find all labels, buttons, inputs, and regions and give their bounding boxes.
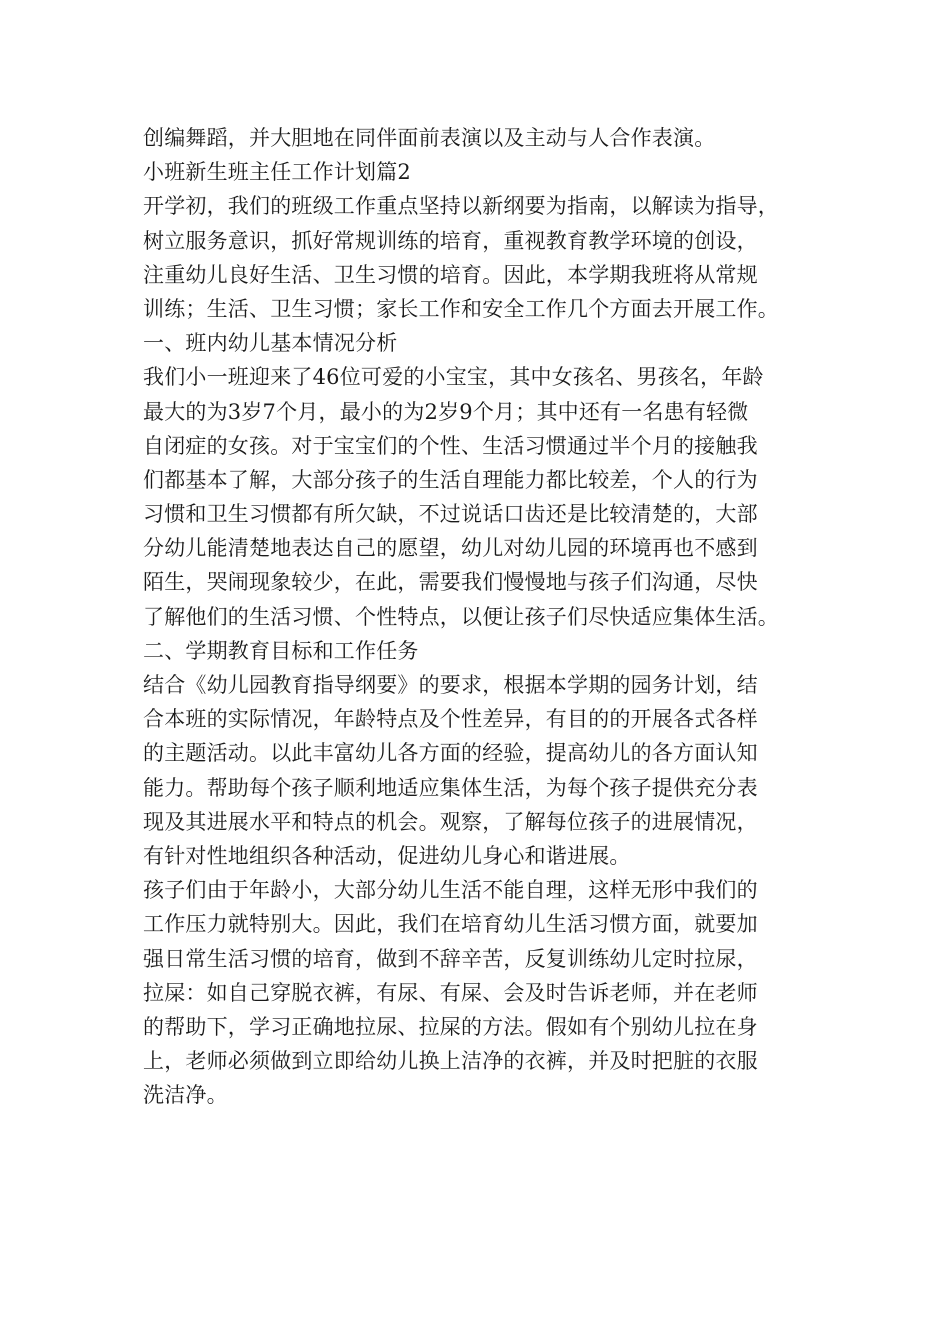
text-line: 能力。帮助每个孩子顺利地适应集体生活，为每个孩子提供充分表 bbox=[143, 775, 758, 800]
text-line: 陌生，哭闹现象较少，在此，需要我们慢慢地与孩子们沟通，尽快 bbox=[143, 570, 758, 595]
text-line: 洗洁净。 bbox=[143, 1083, 228, 1108]
text-line: 上，老师必须做到立即给幼儿换上洁净的衣裤，并及时把脏的衣服 bbox=[143, 1049, 758, 1074]
text-line: 训练；生活、卫生习惯；家长工作和安全工作几个方面去开展工作。 bbox=[143, 296, 779, 321]
section-title bbox=[143, 155, 833, 189]
heading-class-analysis bbox=[143, 326, 833, 360]
text-line: 创编舞蹈，并大胆地在同伴面前表演以及主动与人合作表演。 bbox=[143, 126, 716, 150]
text-line: 注重幼儿良好生活、卫生习惯的培育。因此，本学期我班将从常规 bbox=[143, 262, 758, 287]
paragraph-habits bbox=[143, 873, 833, 1112]
text-line: 有针对性地组织各种活动，促进幼儿身心和谐进展。 bbox=[143, 843, 631, 868]
text-line: 合本班的实际情况，年龄特点及个性差异，有目的的开展各式各样 bbox=[143, 707, 758, 732]
text-line: 拉屎：如自己穿脱衣裤，有尿、有屎、会及时告诉老师，并在老师 bbox=[143, 980, 758, 1005]
text-line: 自闭症的女孩。对于宝宝们的个性、生活习惯通过半个月的接触我 bbox=[143, 433, 758, 458]
text-line: 的帮助下，学习正确地拉尿、拉屎的方法。假如有个别幼儿拉在身 bbox=[143, 1014, 758, 1039]
text-line: 树立服务意识，抓好常规训练的培育，重视教育教学环境的创设， bbox=[143, 228, 758, 253]
text-line: 们都基本了解，大部分孩子的生活自理能力都比较差，个人的行为 bbox=[143, 467, 758, 492]
heading-goals bbox=[143, 634, 833, 668]
text-line: 了解他们的生活习惯、个性特点，以便让孩子们尽快适应集体生活。 bbox=[143, 604, 779, 629]
paragraph-class-analysis bbox=[143, 360, 833, 634]
text-line: 强日常生活习惯的培育，做到不辞辛苦，反复训练幼儿定时拉尿， bbox=[143, 946, 758, 971]
document-body bbox=[143, 121, 833, 1112]
text-line: 孩子们由于年龄小，大部分幼儿生活不能自理，这样无形中我们的 bbox=[143, 878, 758, 903]
text-line: 最大的为3岁7个月，最小的为2岁9个月；其中还有一名患有轻微 bbox=[143, 399, 749, 424]
text-line: 习惯和卫生习惯都有所欠缺，不过说话口齿还是比较清楚的，大部 bbox=[143, 502, 758, 527]
text-line: 工作压力就特别大。因此，我们在培育幼儿生活习惯方面，就要加 bbox=[143, 912, 758, 937]
paragraph-intro bbox=[143, 189, 833, 326]
heading-text: 二、学期教育目标和工作任务 bbox=[143, 638, 419, 663]
paragraph-goals bbox=[143, 668, 833, 873]
text-line: 现及其进展水平和特点的机会。观察，了解每位孩子的进展情况， bbox=[143, 809, 758, 834]
text-line: 的主题活动。以此丰富幼儿各方面的经验，提高幼儿的各方面认知 bbox=[143, 741, 758, 766]
heading-text: 一、班内幼儿基本情况分析 bbox=[143, 331, 398, 356]
text-line: 开学初，我们的班级工作重点坚持以新纲要为指南，以解读为指导， bbox=[143, 194, 779, 219]
text-line: 结合《幼儿园教育指导纲要》的要求，根据本学期的园务计划，结 bbox=[143, 673, 758, 697]
heading-text: 小班新生班主任工作计划篇2 bbox=[143, 160, 411, 185]
text-line: 我们小一班迎来了46位可爱的小宝宝，其中女孩名、男孩名，年龄 bbox=[143, 365, 764, 390]
text-line: 分幼儿能清楚地表达自己的愿望，幼儿对幼儿园的环境再也不感到 bbox=[143, 536, 758, 561]
paragraph-continuation bbox=[143, 121, 833, 155]
